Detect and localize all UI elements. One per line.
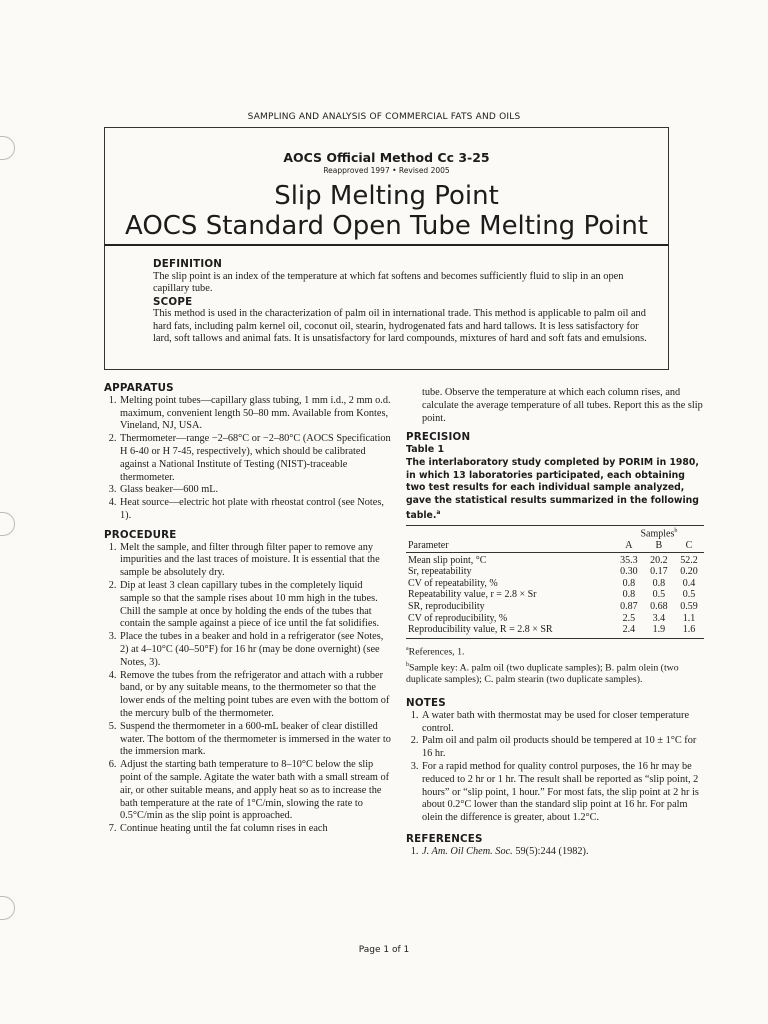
references-list [406, 846, 704, 859]
list-item: 7. Continue heating until the fat column rises in each [119, 823, 394, 836]
definition-text: The slip point is an index of the temperature at which fat softens and becomes sufficiently fluid to slip in an open capillary tube. [153, 270, 624, 294]
procedure-continuation: tube. Observe the temperature at which each column rises, and calculate the average temperature of all tubes. Report this as the slip point. [422, 387, 703, 424]
table-cell: 0.59 [680, 600, 698, 612]
definition-heading: DEFINITION [153, 258, 223, 270]
table-cell: Repeatability value, r = 2.8 × Sr [408, 589, 537, 601]
notes-heading: NOTES [406, 697, 446, 710]
samples-header [614, 526, 704, 540]
table-cell: 1.6 [682, 624, 696, 636]
running-head: SAMPLING AND ANALYSIS OF COMMERCIAL FATS AND OILS [247, 112, 521, 122]
table-cell: 0.5 [652, 589, 666, 601]
list-item: 2. Dip at least 3 clean capillary tubes in the completely liquid sample so that the sample rises about 10 mm high in the tubes. Chill the sample at once by holding the ends of the tubes that contain the sample against a piece of ice until the fat solidifies. [119, 580, 394, 631]
references-heading: REFERENCES [406, 833, 483, 845]
table-cell: 2.4 [622, 624, 636, 636]
scope-heading: SCOPE [153, 295, 193, 308]
citation: 59(5):244 (1982). [512, 845, 589, 857]
table-row [406, 613, 704, 625]
table-row [406, 601, 704, 613]
table-cell: 0.8 [622, 589, 636, 601]
table-row [406, 578, 704, 590]
table-cell: 0.30 [620, 566, 638, 578]
table-footnotes [406, 643, 704, 687]
table-cell: CV of reproducibility, % [408, 612, 508, 624]
footnote-mark: a [406, 645, 409, 652]
table-cell: 35.3 [620, 554, 638, 566]
precision-table [406, 526, 704, 639]
method-dates: Reapproved 1997 • Revised 2005 [323, 166, 450, 175]
title-box [104, 127, 669, 246]
punch-hole [0, 896, 15, 920]
procedure-list [104, 542, 394, 836]
scope-text: This method is used in the characterization of palm oil in international trade. This method is applicable to palm oil and hard fats, including palm kernel oil, coconut oil, stearin, hydrogenated fats and hard tallows. It is less satisfactory for lard, soft tallows and animal fats. It is unsatisfactory for lard compounds, mixtures of hard and soft fats and emulsions. [153, 308, 647, 344]
table-cell: Mean slip point, °C [408, 554, 487, 566]
table-cell: CV of repeatability, % [408, 577, 498, 589]
punch-hole [0, 512, 15, 536]
procedure-heading: PROCEDURE [104, 528, 177, 541]
footnote-a [406, 643, 704, 659]
method-name: AOCS Official Method Cc 3-25 [283, 150, 490, 165]
apparatus-heading: APPARATUS [104, 382, 174, 394]
column-header: B [655, 539, 663, 551]
journal-name: J. Am. Oil Chem. Soc. [422, 845, 513, 857]
footnote-b [406, 659, 704, 687]
samples-header-text: Samples [640, 528, 675, 540]
table-cell: 0.68 [650, 600, 668, 612]
list-item: 1. A water bath with thermostat may be used for closer temperature control. [421, 710, 704, 736]
table-cell: 52.2 [680, 554, 698, 566]
column-header: Parameter [408, 539, 449, 551]
table-cell: 2.5 [622, 612, 636, 624]
notes-list [406, 710, 704, 825]
precision-intro [406, 457, 704, 523]
table-row [406, 552, 704, 566]
table-cell: Sr, repeatability [408, 566, 472, 578]
punch-hole [0, 136, 15, 160]
footnote-b-text: Sample key: A. palm oil (two duplicate samples); B. palm olein (two duplicate samples); C. palm stearin (two duplicate samples). [406, 661, 679, 686]
table-cell: 1.1 [682, 612, 696, 624]
precision-heading: PRECISION [406, 431, 471, 444]
footnote-mark: a [436, 509, 441, 517]
column-header: A [625, 539, 633, 551]
table-cell: SR, reproducibility [408, 600, 485, 612]
table-cell: 0.8 [622, 577, 636, 589]
table-cell: 0.8 [652, 577, 666, 589]
footnote-a-text: References, 1. [408, 645, 465, 657]
reference-item [421, 846, 704, 859]
precision-intro-text: The interlaboratory study completed by PORIM in 1980, in which 13 laboratories participated, each obtaining two test results for each individual sample analyzed, gave the statistical results summarized in the following table. [406, 456, 699, 522]
footnote-mark: b [674, 528, 678, 535]
table-cell: 20.2 [650, 554, 668, 566]
table-cell: 3.4 [652, 612, 666, 624]
column-header: C [685, 539, 693, 551]
list-item: 1. Melt the sample, and filter through filter paper to remove any impurities and the last traces of moisture. It is essential that the sample be absolutely dry. [119, 542, 394, 580]
list-item: 3. For a rapid method for quality control purposes, the 16 hr may be reduced to 2 hr or 1 hr. The result shall be reported as “slip point, 2 hours” or “slip point, 1 hour.” For most fats, the slip point at 2 hr is about 0.2°C lower than the standard slip point at 16 hr. For palm olein the difference is greater, about 1.2°C. [421, 761, 704, 825]
list-item: 4. Heat source—electric hot plate with rheostat control (see Notes, 1). [119, 497, 394, 523]
list-item: 3. Place the tubes in a beaker and hold in a refrigerator (see Notes, 2) at 4–10°C (40–50°F) for 16 hr (may be done overnight) (see Notes, 3). [119, 631, 394, 669]
document-title: Slip Melting Point [274, 181, 499, 211]
table-row [406, 589, 704, 601]
table-row [406, 624, 704, 638]
list-item: 4. Remove the tubes from the refrigerator and attach with a rubber band, or by any suitable means, to the thermometer so that the lower ends of the melting point tubes are even with the bottom of the mercury bulb of the thermometer. [119, 670, 394, 721]
list-item: 3. Glass beaker—600 mL. [119, 484, 394, 497]
list-item: 2. Thermometer—range −2–68°C or −2–80°C (AOCS Specification H 6-40 or H 7-45, respectively), which should be calibrated against a National Institute of Testing (NIST)-traceable thermometer. [119, 433, 394, 484]
apparatus-list [104, 395, 394, 523]
left-column [104, 382, 394, 836]
table-cell: 0.20 [680, 566, 698, 578]
list-item: 6. Adjust the starting bath temperature to 8–10°C below the slip point of the sample. Agitate the water bath with a small stream of air, or other suitable means, and apply heat so as to increase the bath temperature at the rate of 1°C/min, slowing the rate to 0.5°C/min as the slip point is approached. [119, 759, 394, 823]
document-subtitle: AOCS Standard Open Tube Melting Point [124, 211, 649, 241]
table-cell: 0.17 [650, 566, 668, 578]
table-row [406, 566, 704, 578]
table-cell: 0.5 [682, 589, 696, 601]
table-cell: Reproducibility value, R = 2.8 × SR [408, 624, 553, 636]
table-cell: 0.87 [620, 600, 638, 612]
list-item: 1. Melting point tubes—capillary glass tubing, 1 mm i.d., 2 mm o.d. maximum, convenient length 50–80 mm. Available from Kontes, Vineland, NJ, USA. [119, 395, 394, 433]
footnote-mark: b [406, 661, 409, 668]
list-item: 2. Palm oil and palm oil products should be tempered at 10 ± 1°C for 16 hr. [421, 735, 704, 761]
page-number: Page 1 of 1 [358, 945, 410, 955]
table-cell: 0.4 [682, 577, 696, 589]
definition-scope-box [104, 246, 669, 370]
right-column [406, 387, 704, 859]
list-item: 5. Suspend the thermometer in a 600-mL beaker of clear distilled water. The bottom of the thermometer is immersed in the water to the immersion mark. [119, 721, 394, 759]
table-cell: 1.9 [652, 624, 666, 636]
table-label: Table 1 [406, 444, 445, 456]
